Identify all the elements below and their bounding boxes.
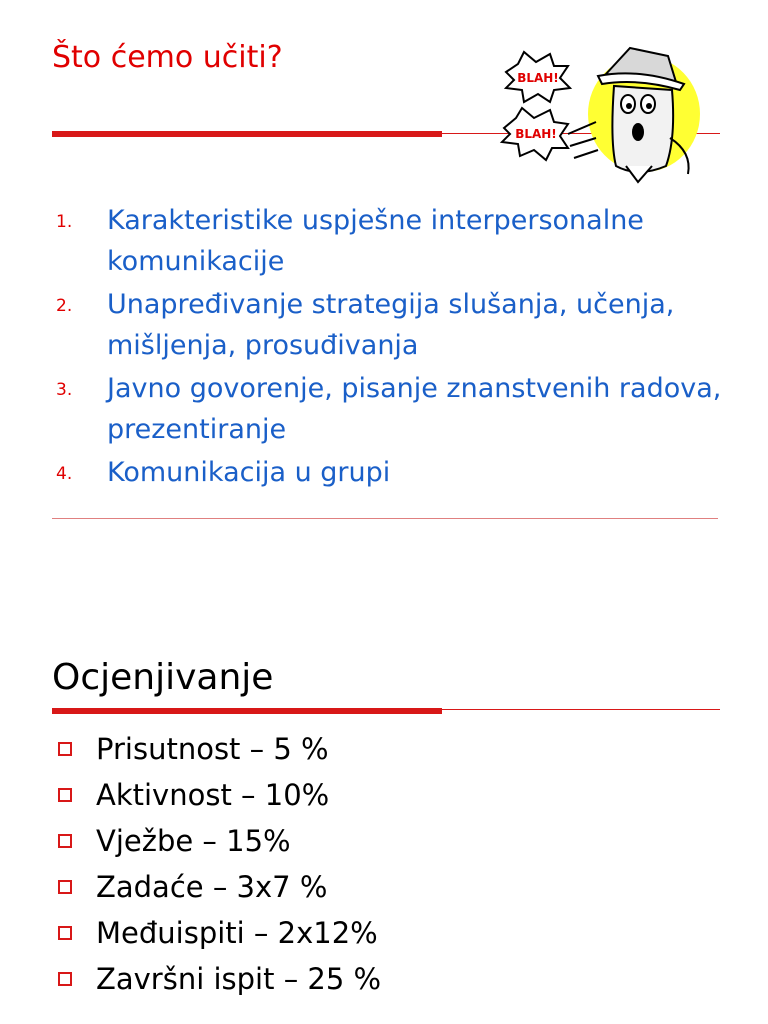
list-item xyxy=(0,913,768,959)
square-bullet-icon xyxy=(58,834,72,848)
list-item-text: Prisutnost – 5 % xyxy=(96,732,329,766)
list-item xyxy=(0,867,768,913)
list-item-text: Unapređivanje strategija slušanja, učenja, mišljenja, prosuđivanja xyxy=(107,289,675,361)
title-divider-thick xyxy=(52,131,442,137)
list-item-number: 3. xyxy=(56,380,73,400)
title-divider-thin xyxy=(442,709,720,710)
square-bullet-icon xyxy=(58,788,72,802)
square-bullet-icon xyxy=(58,972,72,986)
slide-title: Ocjenjivanje xyxy=(52,657,274,698)
list-item-text: Međuispiti – 2x12% xyxy=(96,916,378,950)
blah-text-2: BLAH! xyxy=(515,127,557,141)
list-item-text: Komunikacija u grupi xyxy=(107,457,391,488)
list-item xyxy=(0,729,768,775)
list-item-number: 1. xyxy=(56,212,73,232)
square-bullet-icon xyxy=(58,926,72,940)
slide-grading xyxy=(0,512,768,1024)
list-item-number: 4. xyxy=(56,464,73,484)
list-item-number: 2. xyxy=(56,296,73,316)
title-divider-thick xyxy=(52,708,442,714)
blah-text-1: BLAH! xyxy=(517,71,559,85)
square-bullet-icon xyxy=(58,880,72,894)
list-item xyxy=(0,959,768,1005)
list-item-text: Aktivnost – 10% xyxy=(96,778,330,812)
list-item-text: Zadaće – 3x7 % xyxy=(96,870,328,904)
cartoon-man-blah-blah-icon xyxy=(498,42,704,190)
list-item-text: Karakteristike uspješne interpersonalne komunikacije xyxy=(107,205,644,277)
list-item-text: Vježbe – 15% xyxy=(96,824,291,858)
list-item-text: Javno govorenje, pisanje znanstvenih radova, prezentiranje xyxy=(107,373,722,445)
list-item-text: Završni ispit – 25 % xyxy=(96,962,382,996)
list-item xyxy=(0,821,768,867)
slide-title: Što ćemo učiti? xyxy=(52,40,283,75)
square-bullet-icon xyxy=(58,742,72,756)
list-item xyxy=(0,775,768,821)
